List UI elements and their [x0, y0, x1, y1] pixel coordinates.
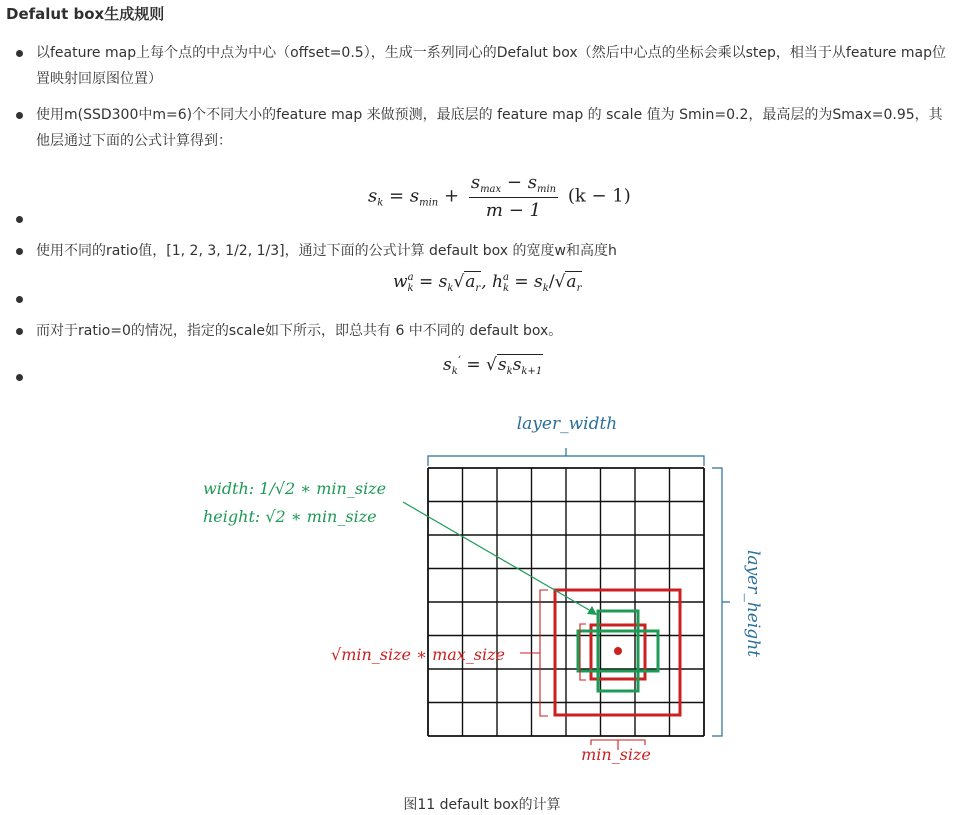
formula-subscript: min — [419, 197, 439, 209]
section-heading: Defalut box生成规则 — [6, 5, 165, 23]
bullet-dot — [16, 50, 23, 57]
list-item — [16, 102, 956, 154]
formula-subscript: max — [480, 184, 502, 195]
formula-subscript: k — [542, 283, 549, 294]
list-item — [16, 238, 956, 264]
width-label: width: 1/√2 ∗ min_size — [203, 479, 387, 498]
formula-subscript: k — [451, 366, 458, 377]
fraction-numerator — [469, 172, 558, 198]
bullet-text: 使用m(SSD300中m=6)个不同大小的feature map 来做预测，最底层的 feature map 的 scale 值为 Smin=0.2，最高层的为Smax=0.95，其他层通过下面的公式计算得到： — [36, 107, 943, 149]
formula-superscript: ‘ — [457, 355, 461, 366]
bullet-dot — [16, 248, 23, 255]
layer-height-label: layer_height — [743, 550, 763, 657]
min-size-label: min_size — [581, 745, 651, 764]
formula-operator: − — [506, 172, 522, 193]
bullet-dot — [16, 296, 23, 303]
formula-operator: = — [466, 355, 481, 375]
formula-symbol: a — [465, 272, 476, 292]
layer-height-brace — [712, 468, 730, 736]
bullet-text: 使用不同的ratio值，[1, 2, 3, 1/2, 1/3]，通过下面的公式计算 default box 的宽度w和高度h — [36, 243, 617, 259]
formula-operator: = — [389, 185, 405, 207]
scale-formula — [368, 172, 631, 221]
formula-symbol: s — [527, 172, 537, 193]
formula-symbol: s — [409, 185, 420, 207]
formula-symbol: s — [512, 355, 522, 375]
bullet-text: 而对于ratio=0的情况，指定的scale如下所示，即总共有 6 中不同的 default box。 — [36, 323, 563, 339]
bullet-dot — [16, 112, 23, 119]
formula-operator: / — [548, 272, 555, 292]
formula-fraction — [469, 172, 558, 221]
formula-subscript: k — [407, 283, 414, 294]
formula-term: = s — [514, 272, 543, 292]
extra-scale-formula: $s_k^‘ = √s_ks_{k+1}$ — [443, 355, 543, 377]
figure-caption: 图11 default box的计算 — [403, 797, 561, 813]
formula-subscript: k — [377, 197, 384, 209]
bullet-text: 以feature map上每个点的中点为中心（offset=0.5），生成一系列同心的Defalut box（然后中心点的坐标会乘以step，相当于从feature map位置映射回原图位置） — [36, 45, 946, 87]
default-box-figure — [0, 400, 964, 790]
feature-map-grid — [428, 468, 704, 736]
formula-sqrt — [565, 271, 582, 292]
height-label: height: √2 ∗ min_size — [203, 507, 377, 526]
center-point — [614, 647, 622, 655]
sqrt-bracket-outer — [540, 590, 548, 716]
bullet-dot — [16, 216, 23, 223]
formula-subscript: r — [576, 283, 582, 294]
formula-sqrt — [497, 354, 543, 375]
green-arrow-line — [403, 502, 596, 614]
formula-symbol: s — [497, 355, 507, 375]
formula-subscript: k — [506, 366, 513, 377]
formula-symbol: s — [368, 185, 378, 207]
bullet-dot — [16, 328, 23, 335]
formula-operator: + — [443, 185, 460, 207]
formula-term: , h — [481, 272, 503, 292]
bullet-dot — [16, 374, 23, 381]
formula-superscript: a — [502, 272, 509, 283]
formula-term: (k − 1) — [567, 185, 631, 207]
formula-subscript: r — [475, 283, 481, 294]
formula-superscript: a — [407, 272, 414, 283]
formula-sqrt — [464, 271, 481, 292]
formula-subscript: min — [536, 184, 557, 195]
sqrt-size-label: √min_size ∗ max_size — [331, 645, 506, 664]
layer-width-label: layer_width — [516, 414, 618, 434]
formula-symbol: s — [470, 172, 481, 193]
width-height-formula: $w^a_k = s_k√a_r$, $h^a_k = s_k/√a_r$ — [393, 272, 582, 294]
formula-subscript: k — [447, 283, 454, 294]
formula-symbol: s — [443, 355, 452, 375]
formula-term: = s — [419, 272, 448, 292]
green-arrow-head — [587, 606, 597, 615]
list-item — [16, 318, 956, 344]
layer-width-brace — [428, 448, 704, 466]
list-item — [16, 40, 956, 92]
formula-subscript: k — [502, 283, 509, 294]
formula-symbol: m − 1 — [485, 200, 541, 221]
fraction-denominator — [469, 198, 558, 221]
formula-symbol: w — [393, 272, 408, 292]
formula-subscript: k+1 — [521, 366, 543, 377]
formula-symbol: a — [566, 272, 577, 292]
